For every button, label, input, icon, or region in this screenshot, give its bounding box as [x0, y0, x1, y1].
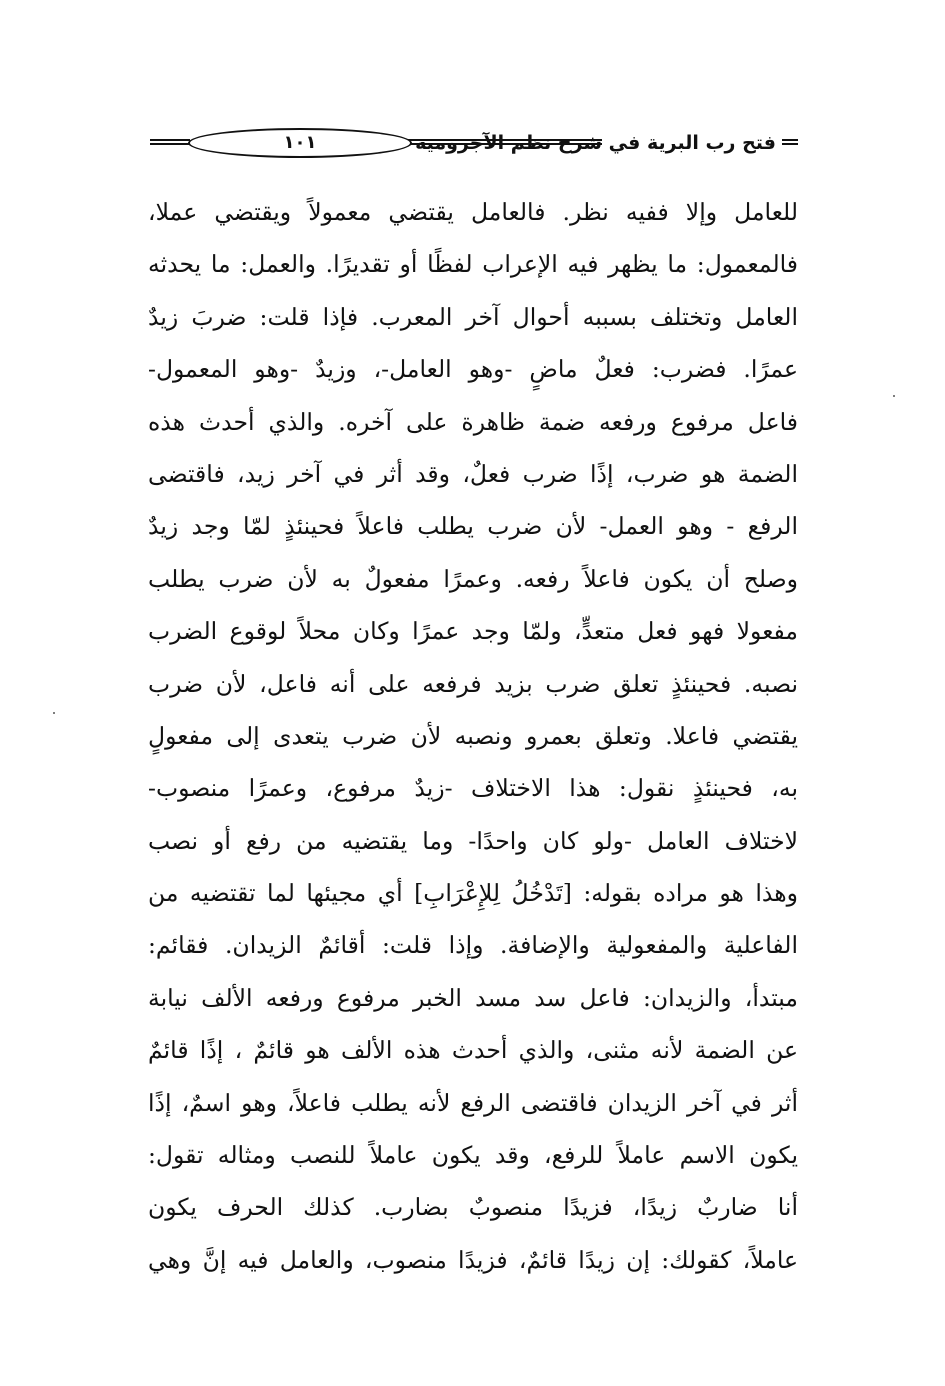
scan-speck [893, 395, 895, 397]
scan-speck [53, 712, 55, 714]
page-number: ١٠١ [188, 128, 412, 158]
text-line: الضمة هو ضرب، إذًا ضرب فعلٌ، وقد أثر في آخر زيد، فاقتضى [148, 459, 798, 488]
book-title: فتح رب البرية في شرح نظم الآجرومية [415, 132, 776, 154]
text-line: يقتضي فاعلا. وتعلق بعمرو ونصبه لأن ضرب يتعدى إلى مفعولٍ [148, 721, 798, 750]
text-line: فاعل مرفوع ورفعه ضمة ظاهرة على آخره. والذي أحدث هذه [148, 407, 798, 436]
text-line: مفعولا فهو فعل متعدٍّ، ولمّا وجد عمرًا وكان محلاً لوقوع الضرب [148, 617, 798, 646]
text-line: الفاعلية والمفعولية والإضافة. وإذا قلت: أقائمٌ الزيدان. فقائم: [148, 931, 798, 960]
text-line: عاملاً، كقولك: إن زيدًا قائمٌ، فزيدًا منصوب، والعامل فيه إنَّ وهي [148, 1245, 798, 1274]
text-line: نصبه. فحينئذٍ تعلق ضرب بزيد فرفعه على أنه فاعل، لأن ضرب [148, 669, 798, 698]
text-line: يكون الاسم عاملاً للرفع، وقد يكون عاملاً للنصب ومثاله تقول: [148, 1141, 798, 1170]
text-line: وصلح أن يكون فاعلاً رفعه. وعمرًا مفعولٌ به لأن ضرب يطلب [148, 564, 798, 593]
header-left-rule [150, 139, 190, 145]
running-header [150, 128, 798, 164]
header-lead-rule [782, 139, 798, 145]
text-line: مبتدأ، والزيدان: فاعل سد مسد الخبر مرفوع ورفعه الألف نيابة [148, 983, 798, 1012]
text-line: فالمعمول: ما يظهر فيه الإعراب لفظًا أو تقديرًا. والعمل: ما يحدثه [148, 250, 798, 279]
text-line: وهذا هو مراده بقوله: [تَدْخُلُ لِلإِعْرَابِ] أي مجيئها لما تقتضيه من [148, 879, 798, 908]
header-rule [408, 139, 602, 145]
text-line: للعامل وإلا ففيه نظر. فالعامل يقتضي معمولاً ويقتضي عملا، [148, 198, 798, 226]
text-line: الرفع - وهو العمل- لأن ضرب يطلب فاعلاً فحينئذٍ لمّا وجد زيدٌ [148, 512, 798, 541]
text-line: به، فحينئذٍ نقول: هذا الاختلاف -زيدٌ مرفوع، وعمرًا منصوب- [148, 774, 798, 803]
body-text [148, 186, 798, 1286]
text-line: لاختلاف العامل -ولو كان واحدًا- وما يقتضيه من رفع أو نصب [148, 826, 798, 855]
text-line: أنا ضاربٌ زيدًا، فزيدًا منصوبٌ بضارب. كذلك الحرف يكون [148, 1193, 798, 1222]
text-line: العامل وتختلف بسببه أحوال آخر المعرب. فإذا قلت: ضربَ زيدٌ [148, 302, 798, 331]
text-line: عمرًا. فضرب: فعلٌ ماضٍ -وهو العامل-، وزيدٌ -وهو المعمول- [148, 355, 798, 384]
text-line: عن الضمة لأنه مثنى، والذي أحدث هذه الألف هو قائمٌ ، إذًا قائمٌ [148, 1036, 798, 1065]
text-line: أثر في آخر الزيدان فاقتضى الرفع لأنه يطلب فاعلاً، وهو اسمٌ، إذًا [148, 1088, 798, 1117]
